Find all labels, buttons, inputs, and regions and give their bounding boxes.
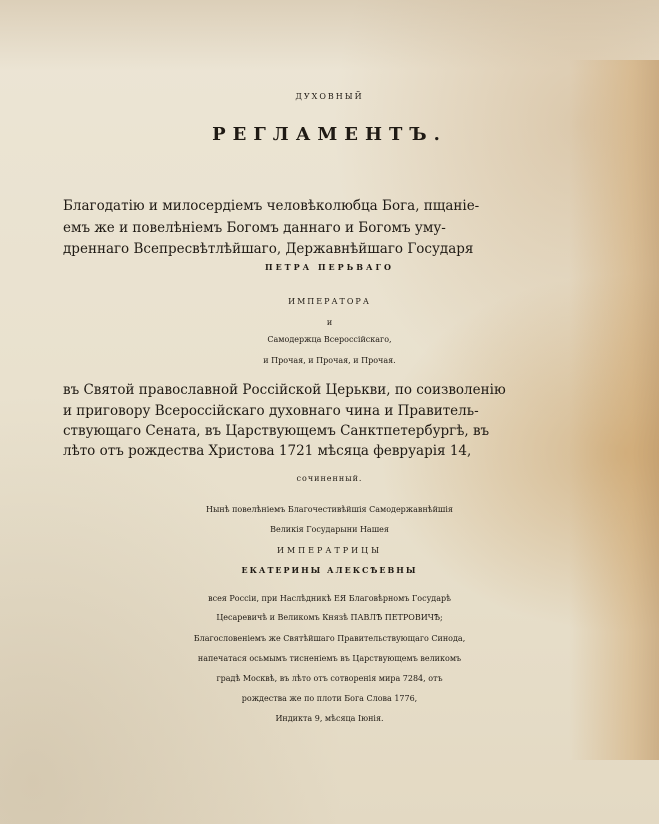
empress-name: ЕКАТЕРИНЫ АЛЕКСѢЕВНЫ bbox=[241, 565, 418, 575]
body2-line-4: напечатася осьмымъ тисненіемъ въ Царствующемъ великомъ bbox=[197, 654, 462, 663]
second-line-2: Великія Государыни Нашея bbox=[270, 525, 389, 534]
empress-title: ИМПЕРАТРИЦЫ bbox=[277, 546, 382, 555]
body2-line-1: всея Россіи, при Наслѣдникѣ ЕЯ Благовѣрномъ Государѣ bbox=[208, 594, 451, 603]
preamble-line-1: Благодатію и милосердіемъ человѣколюбца Бога, пщаніе- bbox=[63, 198, 480, 214]
final-line: Индикта 9, мѣсяца Іюнія. bbox=[275, 714, 384, 723]
ruler-title: ИМПЕРАТОРА bbox=[288, 297, 371, 306]
title-line-2: РЕГЛАМЕНТЪ. bbox=[212, 124, 447, 145]
ruler-name: ПЕТРА ПЕРЬВАГО bbox=[265, 262, 394, 272]
body1-line-4: лѣто отъ рождества Христова 1721 мѣсяца февруарія 14, bbox=[63, 443, 472, 459]
title-line-1: ДУХОВНЫЙ bbox=[295, 92, 364, 101]
ruler-autocrat: Самодержца Всероссійскаго, bbox=[267, 335, 392, 344]
body2-line-6: рождества же по плоти Бога Слова 1776, bbox=[241, 694, 418, 703]
body2-line-3: Благословеніемъ же Святѣйшаго Правительствующаго Синода, bbox=[193, 634, 466, 643]
body1-line-2: и приговору Всероссійскаго духовнаго чина и Правитель- bbox=[63, 403, 479, 419]
body1-line-1: въ Святой православной Россійской Церькви, по соизволенію bbox=[63, 382, 506, 398]
second-line-1: Нынѣ повелѣніемъ Благочестивѣйшія Самодержавнѣйшія bbox=[206, 505, 453, 514]
ruler-etc: и Прочая, и Прочая, и Прочая. bbox=[263, 356, 396, 365]
paper-stain-top bbox=[0, 0, 659, 70]
ruler-conjunction: и bbox=[326, 318, 333, 327]
body2-line-5: градѣ Москвѣ, въ лѣто отъ сотворенія мира 7284, отъ bbox=[216, 674, 443, 683]
composed-line: сочиненный. bbox=[296, 474, 363, 483]
body2-line-2: Цесаревичѣ и Великомъ Князѣ ПАВЛѢ ПЕТРОВИЧѢ; bbox=[216, 613, 443, 622]
preamble-line-3: дреннаго Всепресвѣтлѣйшаго, Державнѣйшаго Государя bbox=[63, 241, 474, 257]
preamble-line-2: емъ же и повелѣніемъ Богомъ даннаго и Богомъ уму- bbox=[63, 220, 446, 236]
body1-line-3: ствующаго Сената, въ Царствующемъ Санктпетербургѣ, въ bbox=[63, 423, 490, 439]
